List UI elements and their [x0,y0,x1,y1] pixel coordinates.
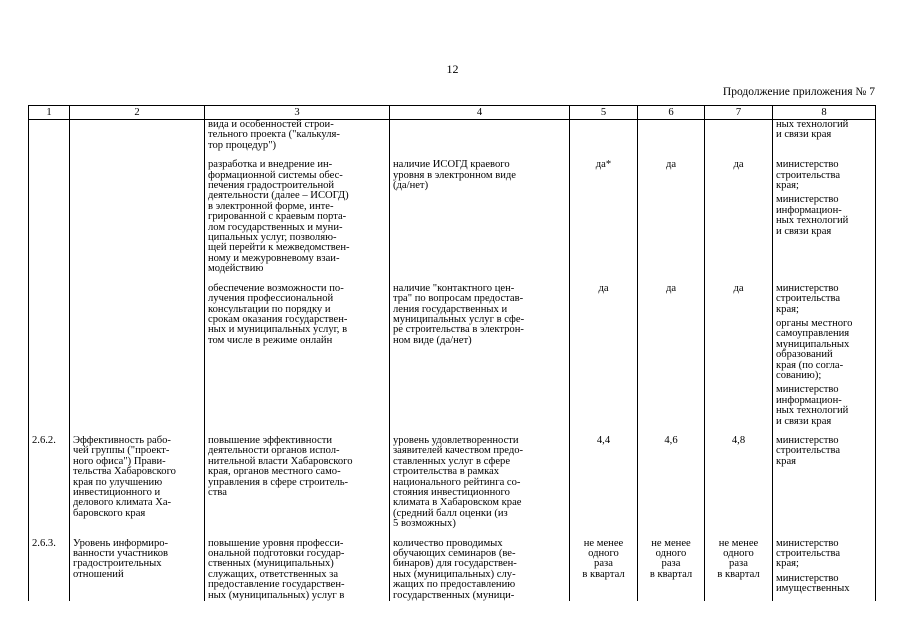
annex-table [28,105,876,601]
value-col6: 4,6 [638,436,705,530]
header-cell: 2 [70,106,205,120]
responsible-entry: ных технологий и связи края [776,119,849,141]
responsible-cell [773,120,876,152]
value-col5: да [570,284,638,427]
header-cell: 6 [638,106,705,120]
indicator-cell [70,120,205,152]
value-col6: да [638,284,705,427]
value-col7: да [705,160,773,274]
header-cell: 3 [205,106,390,120]
value-col7: не менее одного раза в квартал [705,539,773,601]
target-cell: уровень удовлетворенности заявителей качеством предо- ставленных услуг в сфере строительства в рамках национального рейтинга со- стояния инвестиционного климата в Хабаровском крае (средний балл оценки (из 5 возможных) [390,436,570,530]
responsible-entry: министерство информацион- ных технологий и связи края [776,384,849,427]
measure-cell: обеспечение возможности по- лучения профессиональной консультации по порядку и срокам оказания государствен- ных и муниципальных услуг, в том числе в режиме онлайн [205,284,390,427]
value-col5 [570,120,638,152]
indicator-cell: Уровень информиро- ванности участников градостроительных отношений [70,539,205,601]
value-col6: да [638,160,705,274]
table-row [29,284,876,427]
header-cell: 7 [705,106,773,120]
measure-cell: вида и особенностей строи- тельного проекта ("калькуля- тор процедур") [205,120,390,152]
row-number: 2.6.2. [29,436,70,530]
table-row [29,160,876,274]
row-number [29,284,70,427]
header-cell: 1 [29,106,70,120]
responsible-entry: министерство строительства края; [776,282,841,315]
indicator-cell: Эффективность рабо- чей группы ("проект- ного офиса") Прави- тельства Хабаровского края по улучшению инвестиционного и делового климата Ха- баровского края [70,436,205,530]
value-col7: 4,8 [705,436,773,530]
table-row [29,120,876,152]
value-col7 [705,120,773,152]
header-cell: 5 [570,106,638,120]
responsible-entry: министерство строительства края; [776,159,841,192]
measure-cell: разработка и внедрение ин- формационной системы обес- печения градостроительной деятельности (далее – ИСОГД) в электронной форме, инте- грированной с краевым порта- лом государственных и муни- ципальных услуг, позволяю- щей перейти к межведомствен- ному и межуровневому взаи- модействию [205,160,390,274]
value-col5: не менее одного раза в квартал [570,539,638,601]
target-cell [390,120,570,152]
value-col6 [638,120,705,152]
measure-cell: повышение уровня професси- ональной подготовки государ- ственных (муниципальных) служащих, ответственных за предоставление государствен- ных (муниципальных) услуг в [205,539,390,601]
row-number: 2.6.3. [29,539,70,601]
page-number: 12 [446,62,459,76]
responsible-cell [773,160,876,274]
table-row [29,436,876,530]
row-number [29,160,70,274]
responsible-entry: министерство строительства края [776,434,841,467]
value-col7: да [705,284,773,427]
responsible-cell [773,539,876,601]
row-number [29,120,70,152]
indicator-cell [70,284,205,427]
responsible-entry: министерство строительства края; [776,537,841,570]
value-col6: не менее одного раза в квартал [638,539,705,601]
measure-cell: повышение эффективности деятельности органов испол- нительной власти Хабаровского края, органов местного само- управления в сфере строитель- ства [205,436,390,530]
continuation-label: Продолжение приложения № 7 [722,86,875,98]
value-col5: да* [570,160,638,274]
header-row [29,106,876,120]
table-row [29,539,876,601]
header-cell: 8 [773,106,876,120]
responsible-entry: министерство имущественных [776,572,850,595]
header-cell: 4 [390,106,570,120]
target-cell: количество проводимых обучающих семинаров (ве- бинаров) для государствен- ных (муниципальных) слу- жащих по предоставлению государственных (муници- [390,539,570,601]
responsible-cell [773,436,876,530]
value-col5: 4,4 [570,436,638,530]
responsible-entry: министерство информацион- ных технологий и связи края [776,194,849,237]
target-cell: наличие ИСОГД краевого уровня в электронном виде (да/нет) [390,160,570,274]
target-cell: наличие "контактного цен- тра" по вопросам предостав- ления государственных и муниципальных услуг в сфе- ре строительства в электрон- ном виде (да/нет) [390,284,570,427]
indicator-cell [70,160,205,274]
responsible-entry: органы местного самоуправления муниципальных образований края (по согла- сованию); [776,317,853,381]
responsible-cell [773,284,876,427]
